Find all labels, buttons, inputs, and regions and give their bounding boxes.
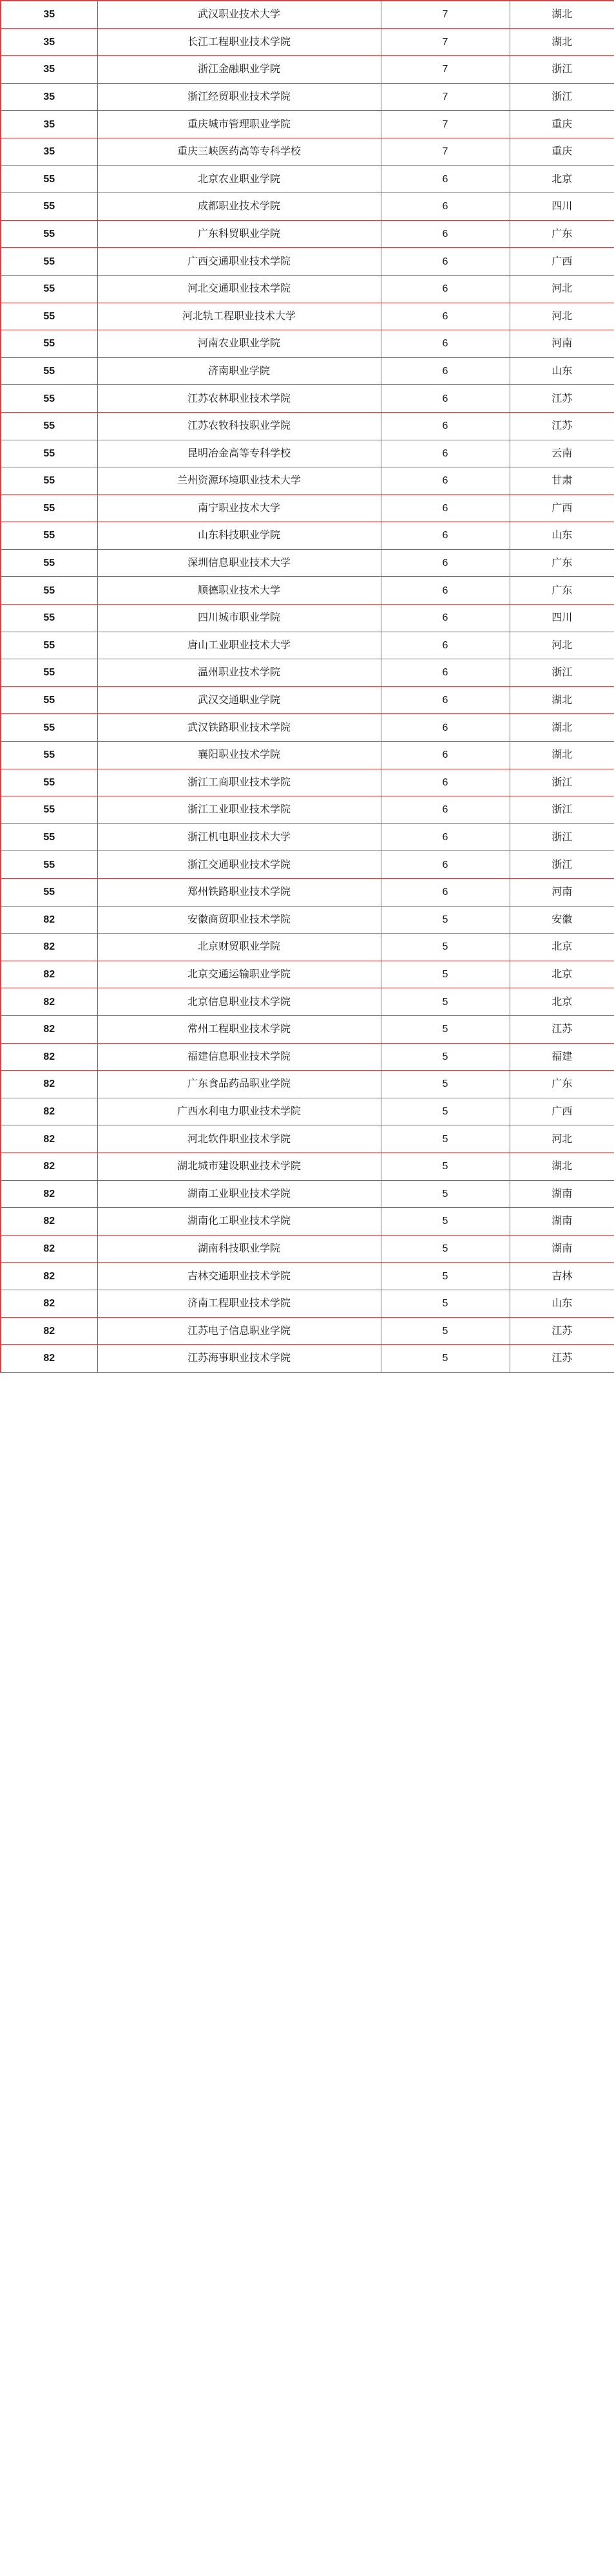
cell-school-name: 济南职业学院 [97,357,381,385]
cell-province: 江苏 [510,1345,614,1373]
table-row [1,1208,614,1236]
cell-province: 山东 [510,1290,614,1317]
cell-count: 6 [381,796,510,824]
cell-count: 6 [381,303,510,330]
cell-school-name: 常州工程职业技术学院 [97,1015,381,1043]
cell-count: 5 [381,1180,510,1208]
cell-province: 广西 [510,248,614,276]
cell-school-name: 北京农业职业学院 [97,165,381,193]
cell-count: 6 [381,686,510,714]
cell-province: 北京 [510,961,614,988]
cell-rank: 82 [1,1317,97,1345]
cell-province: 河南 [510,330,614,358]
cell-school-name: 江苏农林职业技术学院 [97,385,381,413]
cell-rank: 55 [1,440,97,467]
cell-rank: 82 [1,906,97,934]
cell-rank: 55 [1,248,97,276]
cell-rank: 82 [1,1263,97,1290]
cell-school-name: 重庆城市管理职业学院 [97,111,381,138]
table-row [1,1345,614,1373]
cell-province: 浙江 [510,56,614,84]
cell-province: 广东 [510,1071,614,1098]
cell-rank: 55 [1,330,97,358]
cell-count: 6 [381,522,510,550]
cell-count: 5 [381,1290,510,1317]
cell-count: 6 [381,577,510,605]
table-row [1,742,614,769]
cell-province: 浙江 [510,659,614,687]
cell-rank: 82 [1,1152,97,1180]
cell-province: 广西 [510,1098,614,1125]
table-row [1,385,614,413]
cell-school-name: 广东科贸职业学院 [97,220,381,248]
table-row [1,577,614,605]
table-row [1,28,614,56]
cell-province: 湖南 [510,1180,614,1208]
table-row [1,1290,614,1317]
cell-rank: 55 [1,275,97,303]
cell-school-name: 湖南化工职业技术学院 [97,1208,381,1236]
cell-province: 北京 [510,934,614,961]
cell-rank: 82 [1,1125,97,1153]
cell-count: 6 [381,769,510,796]
cell-province: 北京 [510,165,614,193]
cell-rank: 55 [1,467,97,495]
table-row [1,1015,614,1043]
table-row [1,1317,614,1345]
cell-count: 6 [381,330,510,358]
cell-count: 6 [381,412,510,440]
cell-count: 7 [381,28,510,56]
cell-rank: 82 [1,1043,97,1071]
table-row [1,906,614,934]
cell-school-name: 安徽商贸职业技术学院 [97,906,381,934]
table-row [1,879,614,907]
cell-rank: 55 [1,494,97,522]
table-row [1,823,614,851]
cell-province: 广东 [510,577,614,605]
cell-rank: 55 [1,165,97,193]
cell-school-name: 南宁职业技术大学 [97,494,381,522]
cell-school-name: 山东科技职业学院 [97,522,381,550]
table-row [1,1098,614,1125]
cell-rank: 82 [1,1235,97,1263]
table-row [1,632,614,659]
cell-count: 5 [381,1263,510,1290]
cell-rank: 55 [1,632,97,659]
cell-school-name: 武汉交通职业学院 [97,686,381,714]
cell-count: 6 [381,851,510,879]
cell-count: 6 [381,714,510,742]
cell-school-name: 浙江工业职业技术学院 [97,796,381,824]
cell-province: 广西 [510,494,614,522]
cell-province: 浙江 [510,83,614,111]
table-row [1,275,614,303]
cell-count: 6 [381,385,510,413]
cell-count: 5 [381,1071,510,1098]
cell-rank: 55 [1,412,97,440]
table-row [1,220,614,248]
cell-school-name: 河北交通职业技术学院 [97,275,381,303]
cell-count: 5 [381,1098,510,1125]
table-body [1,1,614,1372]
table-row [1,1152,614,1180]
cell-province: 湖南 [510,1235,614,1263]
table-row [1,440,614,467]
cell-rank: 82 [1,961,97,988]
table-row [1,961,614,988]
cell-province: 北京 [510,988,614,1016]
cell-school-name: 广西水利电力职业技术学院 [97,1098,381,1125]
cell-province: 甘肃 [510,467,614,495]
cell-count: 7 [381,56,510,84]
cell-count: 6 [381,879,510,907]
cell-count: 5 [381,934,510,961]
cell-rank: 55 [1,605,97,632]
cell-count: 7 [381,138,510,165]
cell-province: 浙江 [510,796,614,824]
cell-count: 6 [381,220,510,248]
cell-province: 重庆 [510,111,614,138]
cell-count: 7 [381,83,510,111]
cell-count: 6 [381,659,510,687]
table-row [1,1180,614,1208]
cell-rank: 55 [1,686,97,714]
cell-count: 7 [381,1,510,28]
cell-province: 福建 [510,1043,614,1071]
cell-rank: 82 [1,1071,97,1098]
table-row [1,412,614,440]
cell-rank: 55 [1,577,97,605]
cell-school-name: 四川城市职业学院 [97,605,381,632]
cell-province: 山东 [510,522,614,550]
cell-province: 四川 [510,193,614,221]
cell-province: 河北 [510,275,614,303]
cell-province: 湖北 [510,742,614,769]
cell-count: 5 [381,1317,510,1345]
cell-school-name: 福建信息职业技术学院 [97,1043,381,1071]
cell-count: 6 [381,605,510,632]
cell-province: 云南 [510,440,614,467]
cell-count: 6 [381,632,510,659]
table-row [1,659,614,687]
cell-count: 6 [381,742,510,769]
cell-count: 6 [381,467,510,495]
cell-province: 广东 [510,220,614,248]
cell-count: 5 [381,1152,510,1180]
cell-school-name: 浙江机电职业技术大学 [97,823,381,851]
table-row [1,303,614,330]
cell-school-name: 郑州铁路职业技术学院 [97,879,381,907]
cell-school-name: 昆明冶金高等专科学校 [97,440,381,467]
cell-count: 5 [381,1015,510,1043]
table-row [1,1263,614,1290]
cell-province: 江苏 [510,412,614,440]
cell-school-name: 浙江交通职业技术学院 [97,851,381,879]
cell-count: 6 [381,440,510,467]
table-row [1,1,614,28]
cell-province: 河北 [510,1125,614,1153]
cell-rank: 55 [1,659,97,687]
table-row [1,248,614,276]
cell-province: 浙江 [510,823,614,851]
cell-school-name: 重庆三峡医药高等专科学校 [97,138,381,165]
cell-school-name: 长江工程职业技术学院 [97,28,381,56]
cell-count: 6 [381,275,510,303]
table-row [1,988,614,1016]
table-row [1,83,614,111]
cell-count: 5 [381,906,510,934]
table-row [1,714,614,742]
table-row [1,851,614,879]
cell-province: 江苏 [510,1015,614,1043]
cell-province: 江苏 [510,1317,614,1345]
cell-school-name: 武汉职业技术大学 [97,1,381,28]
cell-count: 6 [381,549,510,577]
cell-rank: 55 [1,193,97,221]
cell-count: 6 [381,494,510,522]
cell-count: 5 [381,1235,510,1263]
table-row [1,56,614,84]
cell-province: 浙江 [510,769,614,796]
cell-school-name: 江苏电子信息职业学院 [97,1317,381,1345]
cell-rank: 55 [1,549,97,577]
table-row [1,769,614,796]
table-row [1,934,614,961]
cell-rank: 55 [1,385,97,413]
cell-rank: 55 [1,303,97,330]
cell-rank: 55 [1,522,97,550]
cell-province: 河南 [510,879,614,907]
table-row [1,686,614,714]
cell-rank: 55 [1,851,97,879]
cell-count: 6 [381,193,510,221]
cell-school-name: 广东食品药品职业学院 [97,1071,381,1098]
cell-rank: 55 [1,714,97,742]
cell-school-name: 江苏海事职业技术学院 [97,1345,381,1373]
cell-rank: 82 [1,1098,97,1125]
cell-province: 江苏 [510,385,614,413]
cell-school-name: 江苏农牧科技职业学院 [97,412,381,440]
cell-rank: 35 [1,111,97,138]
cell-count: 5 [381,1043,510,1071]
cell-count: 6 [381,248,510,276]
cell-province: 浙江 [510,851,614,879]
table-row [1,467,614,495]
cell-school-name: 顺德职业技术大学 [97,577,381,605]
table-row [1,165,614,193]
table-row [1,111,614,138]
cell-province: 山东 [510,357,614,385]
cell-count: 7 [381,111,510,138]
cell-rank: 55 [1,823,97,851]
cell-school-name: 浙江经贸职业技术学院 [97,83,381,111]
cell-rank: 82 [1,1290,97,1317]
cell-rank: 82 [1,988,97,1016]
cell-count: 5 [381,988,510,1016]
cell-school-name: 武汉铁路职业技术学院 [97,714,381,742]
cell-province: 湖北 [510,28,614,56]
cell-school-name: 湖南工业职业技术学院 [97,1180,381,1208]
cell-rank: 82 [1,1208,97,1236]
table-row [1,605,614,632]
cell-school-name: 深圳信息职业技术大学 [97,549,381,577]
cell-rank: 55 [1,879,97,907]
cell-school-name: 浙江金融职业学院 [97,56,381,84]
cell-count: 5 [381,961,510,988]
table-row [1,1125,614,1153]
cell-school-name: 兰州资源环境职业技术大学 [97,467,381,495]
cell-school-name: 湖南科技职业学院 [97,1235,381,1263]
cell-province: 重庆 [510,138,614,165]
cell-rank: 35 [1,28,97,56]
cell-province: 河北 [510,632,614,659]
cell-school-name: 广西交通职业技术学院 [97,248,381,276]
table-row [1,1235,614,1263]
cell-rank: 35 [1,83,97,111]
cell-count: 5 [381,1345,510,1373]
cell-province: 湖北 [510,714,614,742]
cell-province: 广东 [510,549,614,577]
table-row [1,549,614,577]
cell-count: 5 [381,1125,510,1153]
cell-rank: 35 [1,56,97,84]
cell-school-name: 河北轨工程职业技术大学 [97,303,381,330]
cell-school-name: 襄阳职业技术学院 [97,742,381,769]
table-row [1,1043,614,1071]
cell-rank: 82 [1,934,97,961]
cell-school-name: 唐山工业职业技术大学 [97,632,381,659]
cell-rank: 35 [1,1,97,28]
cell-count: 5 [381,1208,510,1236]
cell-rank: 55 [1,357,97,385]
cell-school-name: 浙江工商职业技术学院 [97,769,381,796]
cell-province: 湖北 [510,1,614,28]
cell-province: 吉林 [510,1263,614,1290]
table-row [1,522,614,550]
cell-rank: 82 [1,1015,97,1043]
cell-school-name: 北京信息职业技术学院 [97,988,381,1016]
cell-school-name: 济南工程职业技术学院 [97,1290,381,1317]
cell-province: 湖北 [510,1152,614,1180]
table-row [1,193,614,221]
cell-rank: 35 [1,138,97,165]
cell-count: 6 [381,165,510,193]
cell-province: 湖南 [510,1208,614,1236]
cell-school-name: 湖北城市建设职业技术学院 [97,1152,381,1180]
cell-school-name: 河北软件职业技术学院 [97,1125,381,1153]
cell-rank: 55 [1,742,97,769]
cell-school-name: 成都职业技术学院 [97,193,381,221]
table-row [1,1071,614,1098]
cell-school-name: 温州职业技术学院 [97,659,381,687]
table-row [1,494,614,522]
cell-school-name: 北京财贸职业学院 [97,934,381,961]
cell-province: 湖北 [510,686,614,714]
cell-school-name: 吉林交通职业技术学院 [97,1263,381,1290]
cell-rank: 55 [1,769,97,796]
cell-rank: 55 [1,220,97,248]
cell-rank: 82 [1,1345,97,1373]
cell-school-name: 北京交通运输职业学院 [97,961,381,988]
table-row [1,138,614,165]
cell-rank: 55 [1,796,97,824]
table-row [1,330,614,358]
cell-province: 河北 [510,303,614,330]
table-row [1,796,614,824]
cell-count: 6 [381,823,510,851]
cell-province: 四川 [510,605,614,632]
table-row [1,357,614,385]
cell-rank: 82 [1,1180,97,1208]
cell-count: 6 [381,357,510,385]
cell-province: 安徽 [510,906,614,934]
cell-school-name: 河南农业职业学院 [97,330,381,358]
